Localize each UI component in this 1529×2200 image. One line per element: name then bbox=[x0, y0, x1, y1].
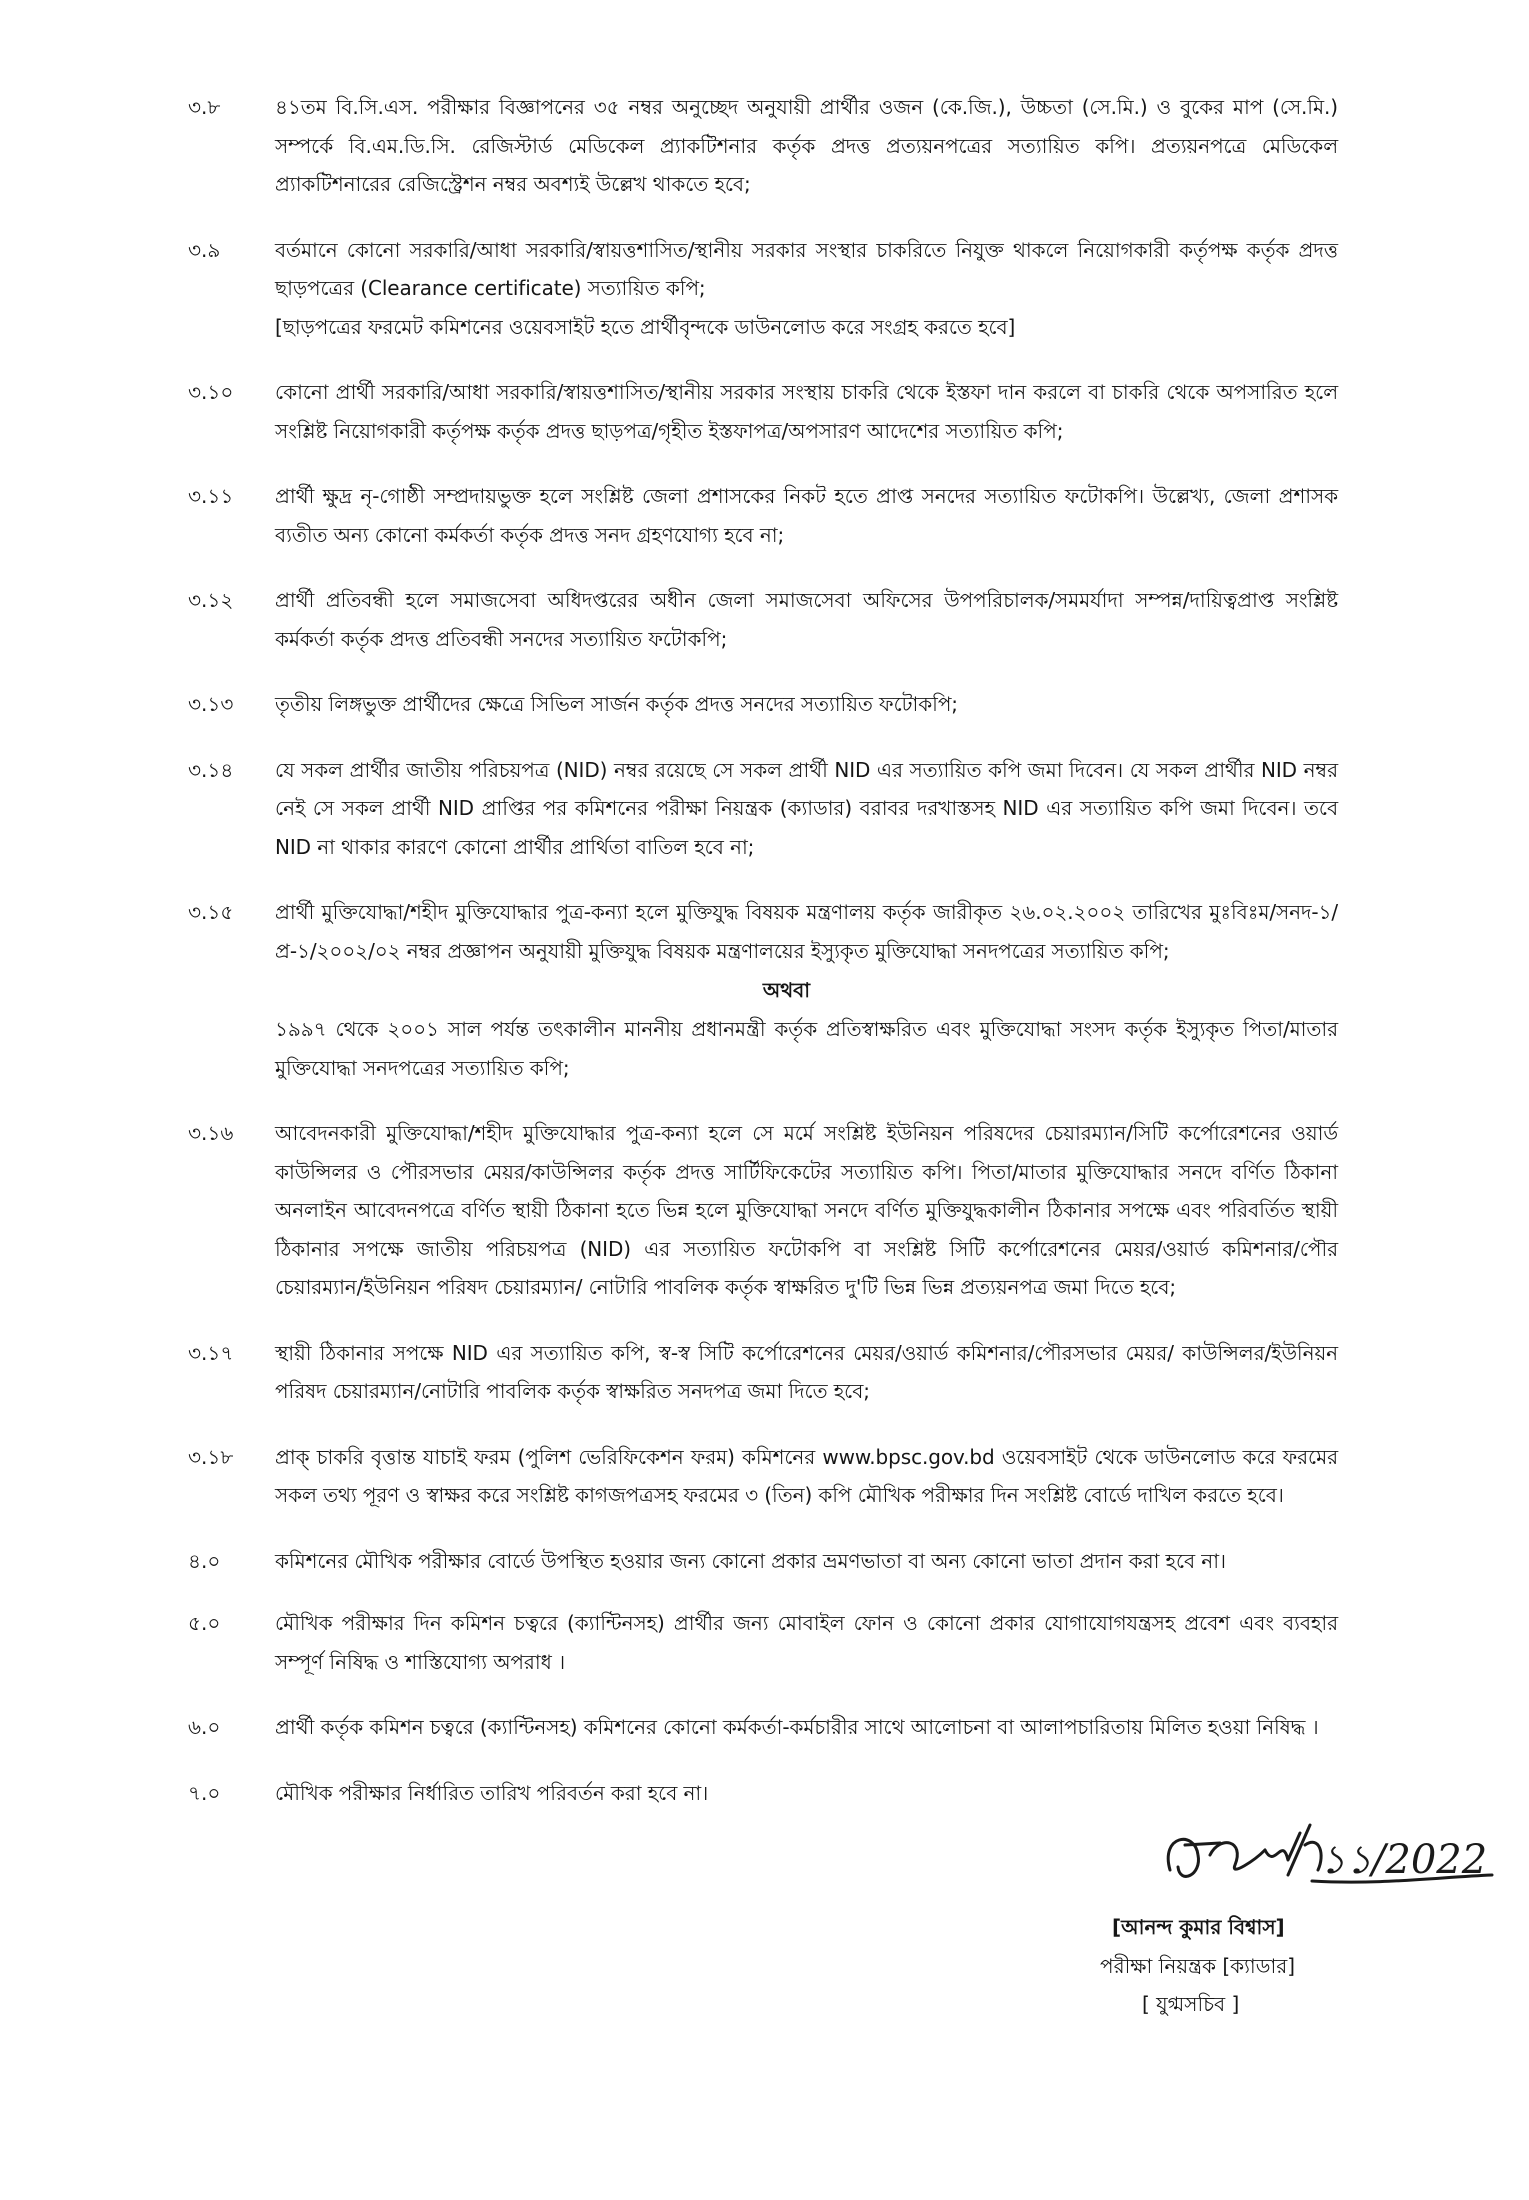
clause-text: মৌখিক পরীক্ষার নির্ধারিত তারিখ পরিবর্তন করা হবে না। bbox=[275, 1780, 709, 1805]
clause-text: মৌখিক পরীক্ষার দিন কমিশন চত্বরে (ক্যান্টিনসহ) প্রার্থীর জন্য মোবাইল ফোন ও কোনো প্রকার যোগাযোগযন্ত্রসহ প্রবেশ এবং ব্যবহার সম্পূর্ণ নিষিদ্ধ ও শাস্তিযোগ্য অপরাধ । bbox=[275, 1611, 1338, 1674]
clause-body bbox=[275, 477, 1338, 554]
clause-text: প্রার্থী প্রতিবন্ধী হলে সমাজসেবা অধিদপ্তরের অধীন জেলা সমাজসেবা অফিসের উপপরিচালক/সমমর্যাদা সম্পন্ন/দায়িত্বপ্রাপ্ত সংশ্লিষ্ট কর্মকর্তা কর্তৃক প্রদত্ত প্রতিবন্ধী সনদের সত্যায়িত ফটোকপি; bbox=[275, 588, 1338, 651]
clause-number: ৩.১৭ bbox=[188, 1340, 234, 1365]
clause-body bbox=[275, 1542, 1338, 1581]
clause-text: ৪১তম বি.সি.এস. পরীক্ষার বিজ্ঞাপনের ৩৫ নম্বর অনুচ্ছেদ অনুযায়ী প্রার্থীর ওজন (কে.জি.), উচ্চতা (সে.মি.) ও বুকের মাপ (সে.মি.) সম্পর্কে বি.এম.ডি.সি. রেজিস্টার্ড মেডিকেল প্র্যাকটিশনার কর্তৃক প্রদত্ত প্রত্যয়নপত্রের সত্যায়িত কপি। প্রত্যয়নপত্রে মেডিকেল প্র্যাকটিশনারের রেজিস্ট্রেশন নম্বর অবশ্যই উল্লেখ থাকতে হবে; bbox=[275, 95, 1338, 196]
clause-number: ৩.১০ bbox=[188, 380, 234, 404]
signature-block bbox=[1020, 1815, 1500, 2015]
clause-text: কোনো প্রার্থী সরকারি/আধা সরকারি/স্বায়ত্তশাসিত/স্থানীয় সরকার সংস্থায় চাকরি থেকে ইস্তফা দান করলে বা চাকরি থেকে অপসারিত হলে সংশ্লিষ্ট নিয়োগকারী কর্তৃপক্ষ কর্তৃক প্রদত্ত ছাড়পত্র/গৃহীত ইস্তফাপত্র/অপসারণ আদেশের সত্যায়িত কপি; bbox=[275, 380, 1338, 443]
clause-body bbox=[275, 1114, 1338, 1307]
clause-7-0 bbox=[188, 1774, 1338, 1813]
clause-number: ৩.১৪ bbox=[188, 757, 234, 782]
clause-3-14 bbox=[188, 751, 1338, 867]
clause-text: বর্তমানে কোনো সরকারি/আধা সরকারি/স্বায়ত্তশাসিত/স্থানীয় সরকার সংস্থার চাকরিতে নিযুক্ত থাকলে নিয়োগকারী কর্তৃপক্ষ কর্তৃক প্রদত্ত ছাড়পত্রের (Clearance certificate) সত্যায়িত কপি; bbox=[275, 237, 1338, 300]
clause-number: ৩.১২ bbox=[188, 588, 234, 612]
clause-number: ৩.৮ bbox=[188, 95, 221, 119]
clause-3-15 bbox=[188, 893, 1338, 1087]
clause-number: ৩.৯ bbox=[188, 237, 221, 262]
clause-number: ৩.১৫ bbox=[188, 900, 234, 924]
clause-body bbox=[275, 751, 1338, 867]
clause-body bbox=[275, 893, 1338, 1087]
clause-3-16 bbox=[188, 1114, 1338, 1307]
handwritten-signature bbox=[1020, 1815, 1500, 1915]
clause-number: ৭.০ bbox=[188, 1780, 221, 1805]
clause-4-0 bbox=[188, 1542, 1338, 1581]
clause-number: ৩.১৬ bbox=[188, 1121, 234, 1145]
clause-3-13 bbox=[188, 685, 1338, 724]
clause-body bbox=[275, 1604, 1338, 1681]
clause-number: ৩.১৮ bbox=[188, 1444, 234, 1469]
clause-text: প্রার্থী মুক্তিযোদ্ধা/শহীদ মুক্তিযোদ্ধার পুত্র-কন্যা হলে মুক্তিযুদ্ধ বিষয়ক মন্ত্রণালয় কর্তৃক জারীকৃত ২৬.০২.২০০২ তারিখের মুঃবিঃম/সনদ-১/প্র-১/২০০২/০২ নম্বর প্রজ্ঞাপন অনুযায়ী মুক্তিযুদ্ধ বিষয়ক মন্ত্রণালয়ের ইস্যুকৃত মুক্তিযোদ্ধা সনদপত্রের সত্যায়িত কপি; bbox=[275, 900, 1338, 963]
clause-3-10 bbox=[188, 373, 1338, 450]
clause-3-11 bbox=[188, 477, 1338, 554]
clause-text: তৃতীয় লিঙ্গভুক্ত প্রার্থীদের ক্ষেত্রে সিভিল সার্জন কর্তৃক প্রদত্ত সনদের সত্যায়িত ফটোকপি; bbox=[275, 692, 958, 716]
clause-text: স্থায়ী ঠিকানার সপক্ষে NID এর সত্যায়িত কপি, স্ব-স্ব সিটি কর্পোরেশনের মেয়র/ওয়ার্ড কমিশনার/পৌরসভার মেয়র/ কাউন্সিলর/ইউনিয়ন পরিষদ চেয়ারম্যান/নোটারি পাবলিক কর্তৃক স্বাক্ষরিত সনদপত্র জমা দিতে হবে; bbox=[275, 1340, 1338, 1403]
clause-body bbox=[275, 685, 1338, 724]
clause-3-9 bbox=[188, 231, 1338, 347]
clause-body bbox=[275, 231, 1338, 347]
clause-number: ৬.০ bbox=[188, 1715, 221, 1739]
clause-alternative-text: ১৯৯৭ থেকে ২০০১ সাল পর্যন্ত তৎকালীন মাননীয় প্রধানমন্ত্রী কর্তৃক প্রতিস্বাক্ষরিত এবং মুক্তিযোদ্ধা সংসদ কর্তৃক ইস্যুকৃত পিতা/মাতার মুক্তিযোদ্ধা সনদপত্রের সত্যায়িত কপি; bbox=[275, 1017, 1338, 1080]
clause-body bbox=[275, 1708, 1338, 1747]
or-separator: অথবা bbox=[762, 978, 811, 1002]
clause-5-0 bbox=[188, 1604, 1338, 1681]
clause-body bbox=[275, 1774, 1338, 1813]
clause-text: যে সকল প্রার্থীর জাতীয় পরিচয়পত্র (NID) নম্বর রয়েছে সে সকল প্রার্থী NID এর সত্যায়িত কপি জমা দিবেন। যে সকল প্রার্থীর NID নম্বর নেই সে সকল প্রার্থী NID প্রাপ্তির পর কমিশনের পরীক্ষা নিয়ন্ত্রক (ক্যাডার) বরাবর দরখাস্তসহ NID এর সত্যায়িত কপি জমা দিবেন। তবে NID না থাকার কারণে কোনো প্রার্থীর প্রার্থিতা বাতিল হবে না; bbox=[275, 757, 1338, 859]
clause-body bbox=[275, 581, 1338, 658]
clause-number: ৪.০ bbox=[188, 1548, 221, 1573]
clause-body bbox=[275, 1334, 1338, 1411]
clause-text: কমিশনের মৌখিক পরীক্ষার বোর্ডে উপস্থিত হওয়ার জন্য কোনো প্রকার ভ্রমণভাতা বা অন্য কোনো ভাতা প্রদান করা হবে না। bbox=[275, 1548, 1226, 1573]
clause-text: প্রার্থী ক্ষুদ্র নৃ-গোষ্ঠী সম্প্রদায়ভুক্ত হলে সংশ্লিষ্ট জেলা প্রশাসকের নিকট হতে প্রাপ্ত সনদের সত্যায়িত ফটোকপি। উল্লেখ্য, জেলা প্রশাসক ব্যতীত অন্য কোনো কর্মকর্তা কর্তৃক প্রদত্ত সনদ গ্রহণযোগ্য হবে না; bbox=[275, 484, 1338, 547]
clause-3-8 bbox=[188, 88, 1338, 204]
clause-note: [ছাড়পত্রের ফরমেট কমিশনের ওয়েবসাইট হতে প্রার্থীবৃন্দকে ডাউনলোড করে সংগ্রহ করতে হবে] bbox=[275, 314, 1016, 339]
clause-text: প্রাক্‌ চাকরি বৃত্তান্ত যাচাই ফরম (পুলিশ ভেরিফিকেশন ফরম) কমিশনের www.bpsc.gov.bd ওয়েবসাইট থেকে ডাউনলোড করে ফরমের সকল তথ্য পূরণ ও স্বাক্ষর করে সংশ্লিষ্ট কাগজপত্রসহ ফরমের ৩ (তিন) কপি মৌখিক পরীক্ষার দিন সংশ্লিষ্ট বোর্ডে দাখিল করতে হবে। bbox=[275, 1444, 1338, 1507]
clause-3-12 bbox=[188, 581, 1338, 658]
clause-3-18 bbox=[188, 1438, 1338, 1515]
clause-text: প্রার্থী কর্তৃক কমিশন চত্বরে (ক্যান্টিনসহ) কমিশনের কোনো কর্মকর্তা-কর্মচারীর সাথে আলোচনা বা আলাপচারিতায় মিলিত হওয়া নিষিদ্ধ । bbox=[275, 1715, 1319, 1739]
signatory-name: [আনন্দ কুমার বিশ্বাস] bbox=[1112, 1915, 1285, 1939]
clause-3-17 bbox=[188, 1334, 1338, 1411]
clause-body bbox=[275, 88, 1338, 204]
clause-6-0 bbox=[188, 1708, 1338, 1747]
clause-number: ৫.০ bbox=[188, 1611, 221, 1635]
clause-body bbox=[275, 1438, 1338, 1515]
signatory-rank: [ যুগ্মসচিব ] bbox=[1142, 1992, 1240, 2016]
clause-text: আবেদনকারী মুক্তিযোদ্ধা/শহীদ মুক্তিযোদ্ধার পুত্র-কন্যা হলে সে মর্মে সংশ্লিষ্ট ইউনিয়ন পরিষদের চেয়ারম্যান/সিটি কর্পোরেশনের ওয়ার্ড কাউন্সিলর ও পৌরসভার মেয়র/কাউন্সিলর কর্তৃক প্রদত্ত সার্টিফিকেটের সত্যায়িত কপি। পিতা/মাতার মুক্তিযোদ্ধার সনদে বর্ণিত ঠিকানা অনলাইন আবেদনপত্রে বর্ণিত স্থায়ী ঠিকানা হতে ভিন্ন হলে মুক্তিযোদ্ধা সনদে বর্ণিত মুক্তিযুদ্ধকালীন ঠিকানার সপক্ষে এবং পরিবর্তিত স্থায়ী ঠিকানার সপক্ষে জাতীয় পরিচয়পত্র (NID) এর সত্যায়িত ফটোকপি বা সংশ্লিষ্ট সিটি কর্পোরেশনের মেয়র/ওয়ার্ড কমিশনার/পৌর চেয়ারম্যান/ইউনিয়ন পরিষদ চেয়ারম্যান/ নোটারি পাবলিক কর্তৃক স্বাক্ষরিত দু'টি ভিন্ন ভিন্ন প্রত্যয়নপত্র জমা দিতে হবে; bbox=[275, 1121, 1338, 1299]
clause-number: ৩.১৩ bbox=[188, 692, 234, 716]
clause-body bbox=[275, 373, 1338, 450]
handwritten-date: ১১/2022 bbox=[1320, 1837, 1488, 1883]
signatory-designation: পরীক্ষা নিয়ন্ত্রক [ক্যাডার] bbox=[1100, 1954, 1296, 1978]
clause-number: ৩.১১ bbox=[188, 484, 234, 508]
